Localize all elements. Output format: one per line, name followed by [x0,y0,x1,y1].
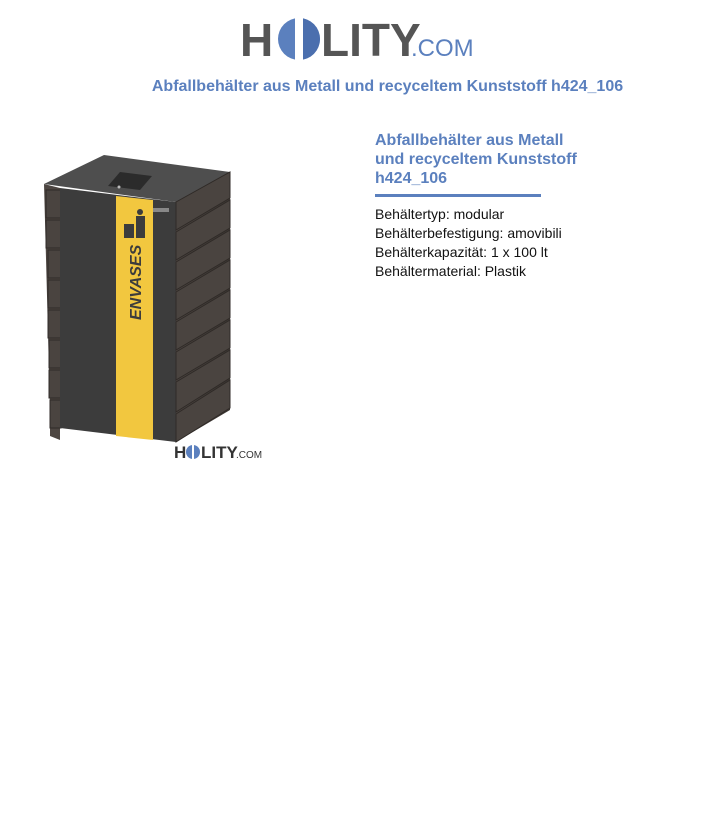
watermark-letter-h: H [174,443,187,462]
watermark-letters-lity: LITY [201,443,238,462]
holity-logo[interactable] [240,8,480,70]
page-heading: Abfallbehälter aus Metall und recyceltem Kunststoff h424_106 [151,78,624,95]
logo-o-icon [278,18,320,60]
product-title-line2: und recyceltem Kunststoff [375,151,577,168]
product-image [40,150,240,445]
title-divider [375,194,541,197]
product-title-line1: Abfallbehälter aus Metall [375,132,564,149]
logo-letter-h: H [240,14,274,66]
spec-item: Behältermaterial: Plastik [375,263,526,279]
bin-label-text: ENVASES [128,244,145,320]
bin-right-planks [176,172,230,442]
product-title-line3: h424_106 [375,170,448,187]
spec-item: Behältertyp: modular [375,206,505,222]
watermark-o-icon [186,445,200,459]
watermark-dotcom: .COM [236,450,263,461]
logo-letters-lity: LITY [321,14,421,66]
spec-item: Behälterkapazität: 1 x 100 lt [375,244,548,260]
logo-dotcom: .COM [411,35,474,62]
spec-item: Behälterbefestigung: amovibili [375,225,562,241]
holity-watermark-logo [174,440,266,464]
product-title [375,131,595,188]
product-specs [375,205,562,281]
